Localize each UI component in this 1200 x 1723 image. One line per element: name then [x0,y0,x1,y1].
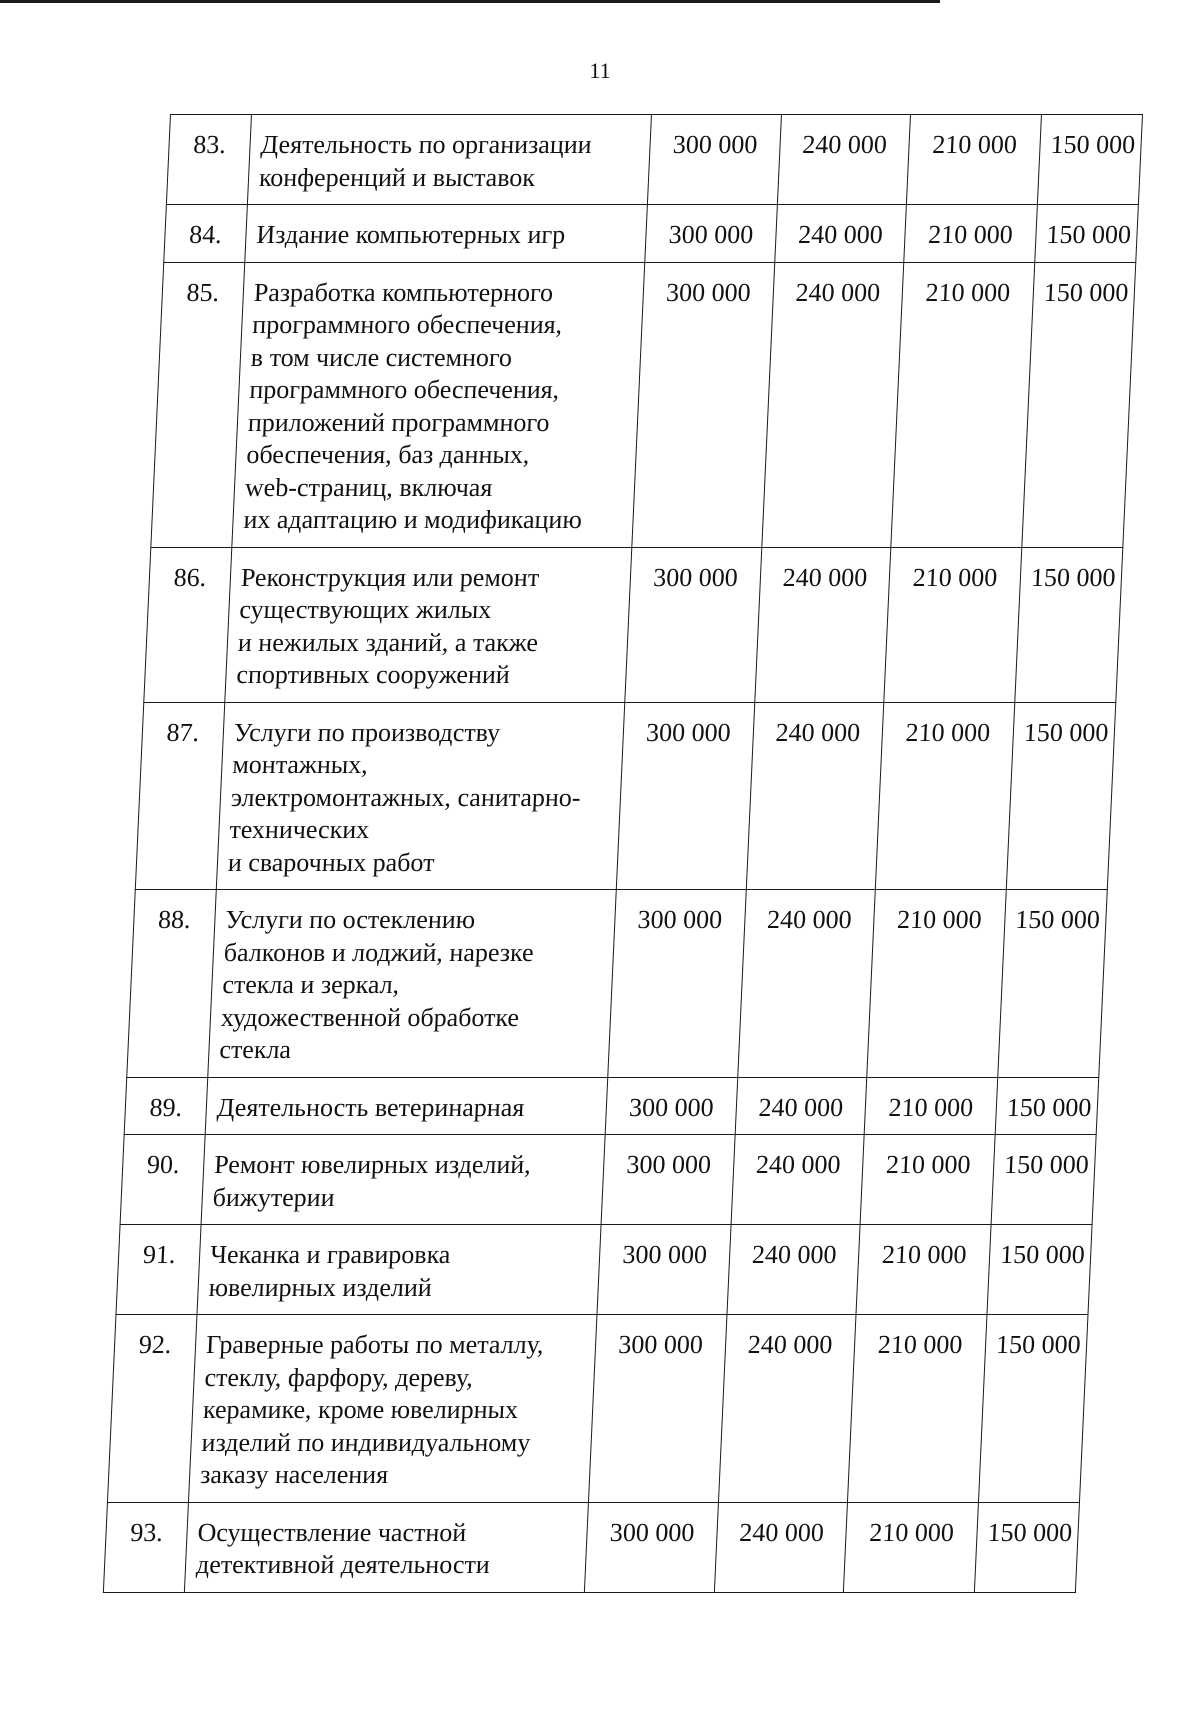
row-number: 85. [151,262,245,547]
table-row [103,1502,1079,1592]
activity-description: Осуществление частной детективной деятельности [184,1502,588,1592]
activity-description: Чеканка и гравировка ювелирных изделий [197,1225,601,1315]
activity-description: Разработка компьютерного программного обеспечения, в том числе системного программного обеспечения, приложений программного обеспечения, баз данных, web-страниц, включая их адаптацию и модификацию [232,262,645,547]
activity-description: Ремонт ювелирных изделий, бижутерии [201,1135,605,1225]
rate-value-3: 210 000 [906,115,1041,205]
rate-value-3: 210 000 [847,1315,987,1503]
rate-value-2: 240 000 [777,115,910,205]
rate-value-4: 150 000 [1035,205,1139,263]
activity-description: Реконструкция или ремонт существующих жилых и нежилых зданий, а также спортивных сооружений [225,547,632,702]
row-number: 89. [124,1077,208,1135]
rate-value-4: 150 000 [991,1135,1096,1225]
rate-value-4: 150 000 [1022,262,1136,547]
rate-value-3: 210 000 [843,1502,978,1592]
activity-description: Деятельность по организации конференций и выставок [247,115,651,205]
table-row [127,890,1108,1078]
page-number: 11 [589,58,611,83]
rate-value-4: 150 000 [1015,547,1123,702]
row-number: 88. [127,890,217,1078]
rate-value-4: 150 000 [1037,115,1142,205]
rate-value-3: 210 000 [891,262,1035,547]
rate-value-2: 240 000 [775,205,907,263]
top-border-line [0,0,940,3]
rate-value-1: 300 000 [632,262,775,547]
rate-value-4: 150 000 [987,1225,1092,1315]
rate-value-3: 210 000 [867,890,1007,1078]
rate-value-2: 240 000 [735,1077,867,1135]
rate-value-1: 300 000 [645,205,778,263]
rate-value-2: 240 000 [714,1502,847,1592]
table-row [144,547,1123,702]
rate-value-4: 150 000 [995,1077,1099,1135]
row-number: 91. [116,1225,201,1315]
rate-value-4: 150 000 [998,890,1108,1078]
rate-value-3: 210 000 [864,1077,998,1135]
row-number: 87. [135,702,225,890]
table-row [166,115,1142,205]
activity-description: Деятельность ветеринарная [205,1077,608,1135]
rate-value-1: 300 000 [608,890,747,1078]
table-row [124,1077,1099,1135]
table-row [120,1135,1096,1225]
rate-value-3: 210 000 [875,702,1015,890]
table-row [164,205,1139,263]
rate-value-2: 240 000 [755,547,891,702]
rate-value-2: 240 000 [731,1135,864,1225]
row-number: 93. [103,1502,188,1592]
rate-value-1: 300 000 [597,1225,731,1315]
rate-value-3: 210 000 [856,1225,991,1315]
rate-value-4: 150 000 [1006,702,1116,890]
activity-description: Граверные работы по металлу, стеклу, фарфору, дереву, керамике, кроме ювелирных изделий по индивидуальному заказу населения [188,1315,597,1503]
rate-value-2: 240 000 [746,702,884,890]
activity-description: Услуги по остеклению балконов и лоджий, нарезке стекла и зеркал, художественной обработке стекла [208,890,617,1078]
rate-value-2: 240 000 [727,1225,860,1315]
rate-value-2: 240 000 [718,1315,856,1503]
table-row [135,702,1116,890]
rate-value-4: 150 000 [978,1315,1088,1503]
rate-value-1: 300 000 [588,1315,727,1503]
row-number: 84. [164,205,248,263]
table-row [107,1315,1088,1503]
row-number: 86. [144,547,232,702]
rate-value-1: 300 000 [605,1077,738,1135]
table-row [116,1225,1092,1315]
rate-value-1: 300 000 [616,702,755,890]
table-body [103,115,1142,1593]
rate-value-2: 240 000 [738,890,876,1078]
activity-description: Услуги по производству монтажных, электромонтажных, санитарно- технических и сварочных работ [216,702,625,890]
rate-value-2: 240 000 [762,262,904,547]
table-row [151,262,1136,547]
rate-value-4: 150 000 [974,1502,1079,1592]
rate-value-1: 300 000 [584,1502,718,1592]
rate-value-3: 210 000 [860,1135,995,1225]
rate-value-1: 300 000 [625,547,762,702]
rate-value-1: 300 000 [647,115,781,205]
rate-value-1: 300 000 [601,1135,735,1225]
row-number: 83. [166,115,251,205]
activity-rates-table [103,114,1143,1593]
rate-value-3: 210 000 [904,205,1038,263]
row-number: 92. [107,1315,197,1503]
rate-value-3: 210 000 [884,547,1022,702]
activity-description: Издание компьютерных игр [245,205,648,263]
row-number: 90. [120,1135,205,1225]
